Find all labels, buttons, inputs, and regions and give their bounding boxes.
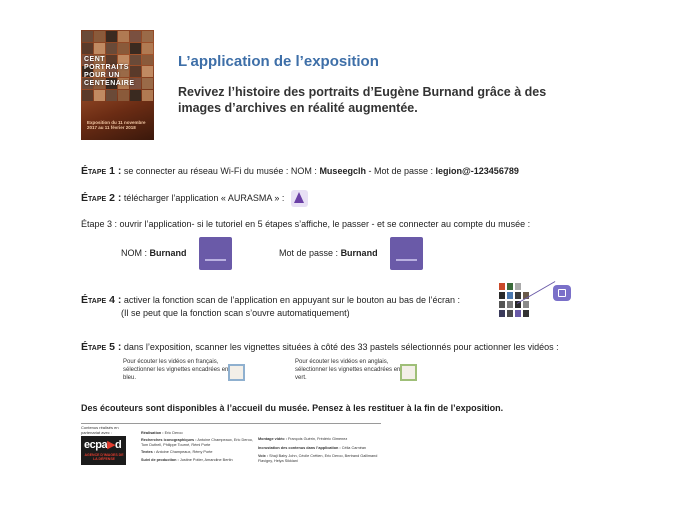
portrait-tile <box>82 43 93 54</box>
thumbnail <box>499 292 505 299</box>
credit-textes: Textes : Antoine Champeaux, Rémy Porte <box>141 450 213 454</box>
portrait-tile <box>142 90 153 101</box>
step-5-label: Étape 5 : <box>81 341 122 353</box>
exhibition-poster <box>81 30 154 140</box>
portrait-tile <box>106 90 117 101</box>
step-4-line-2: (Il se peut que la fonction scan s’ouvre automatiquement) <box>121 308 350 318</box>
aurasma-app-icon <box>291 190 308 207</box>
login-name <box>121 248 187 258</box>
wifi-network-name: Museegclh <box>319 166 366 176</box>
step-2 <box>81 190 308 207</box>
portrait-tile <box>118 43 129 54</box>
portrait-tile <box>142 43 153 54</box>
step-4-label: Étape 4 : <box>81 294 122 306</box>
login-password-value: Burnand <box>340 248 378 258</box>
step-1 <box>81 165 519 178</box>
credit-incrustation: Incrustation des contenus dans l’application : Célia Carnéan <box>258 446 367 450</box>
logo-tagline: AGENCE D’IMAGES DE LA DÉFENSE <box>84 453 124 461</box>
step-5 <box>81 341 559 354</box>
thumbnail <box>507 301 513 308</box>
thumbnail <box>515 310 521 317</box>
headphones-notice: Des écouteurs sont disponibles à l’accueil du musée. Pensez à les restituer à la fin de l’exposition. <box>81 403 504 413</box>
app-screen-thumbnails <box>499 283 529 325</box>
step-4 <box>81 294 501 320</box>
step-5-text: dans l’exposition, scanner les vignettes situées à côté des 33 pastels sélectionnés pour actionner les vidéos : <box>123 342 559 352</box>
step-3-text: Étape 3 : ouvrir l’application- si le tutoriel en 5 étapes s’affiche, le passer - et se connecter au compte du musée : <box>81 219 531 229</box>
note-english: Pour écouter les vidéos en anglais, sélectionner les vignettes encadrées en vert. <box>295 359 401 381</box>
portrait-tile <box>106 43 117 54</box>
portrait-tile <box>94 31 105 42</box>
credit-montage: Montage vidéo : François Guérin, Frédéric Gimenez <box>258 437 348 441</box>
thumbnail <box>523 283 529 290</box>
portrait-tile <box>130 90 141 101</box>
portrait-tile <box>106 31 117 42</box>
note-french: Pour écouter les vidéos en français, sélectionner les vignettes encadrées en bleu. <box>123 359 229 381</box>
step-1-text: se connecter au réseau Wi-Fi du musée : NOM : <box>123 166 317 176</box>
ecpad-logo <box>81 436 126 465</box>
wifi-password: legion@-123456789 <box>435 166 519 176</box>
portrait-tile <box>130 43 141 54</box>
page-subtitle: Revivez l’histoire des portraits d’Eugène Burnand grâce à des images d’archives en réalité augmentée. <box>178 85 547 115</box>
step-2-label: Étape 2 : <box>81 191 122 204</box>
thumbnail <box>523 301 529 308</box>
portrait-tile <box>94 90 105 101</box>
thumbnail <box>515 292 521 299</box>
footer-divider <box>81 423 381 424</box>
thumbnail <box>515 283 521 290</box>
portrait-tile <box>82 90 93 101</box>
poster-title: CENT PORTRAITS POUR UN CENTENAIRE <box>84 56 135 87</box>
step-2-text: télécharger l’application « AURASMA » : <box>123 192 285 203</box>
credit-suivi: Suivi de production : Justine Potier, Amandine Bertin <box>141 458 233 462</box>
credit-voix: Voix : Shaji Baby John, Cécile Crétien, Eric Deroo, Bertrand Gallimand Flavigny, Helya Sikkiani <box>258 454 378 463</box>
portrait-tile <box>118 31 129 42</box>
green-frame-swatch <box>400 364 417 381</box>
partner-label: Contenus réalisés en partenariat avec : <box>81 425 119 435</box>
blue-frame-swatch <box>228 364 245 381</box>
credit-realisation: Réalisation : Eric Deroo <box>141 431 183 435</box>
thumbnail <box>507 310 513 317</box>
login-name-screenshot <box>199 237 232 270</box>
thumbnail <box>499 310 505 317</box>
step-3 <box>81 218 530 231</box>
portrait-tile <box>94 43 105 54</box>
login-password-screenshot <box>390 237 423 270</box>
poster-dates: Exposition du 11 novembre 2017 au 11 février 2018 <box>87 120 146 130</box>
portrait-tile <box>118 90 129 101</box>
step-1-label: Étape 1 : <box>81 165 122 177</box>
portrait-tile <box>130 31 141 42</box>
thumbnail <box>523 310 529 317</box>
portrait-tile <box>142 31 153 42</box>
login-password-label: Mot de passe : <box>279 248 339 258</box>
scan-button-icon <box>553 285 571 301</box>
step-4-line-1: activer la fonction scan de l’application en appuyant sur le bouton au bas de l’écran : <box>123 295 461 305</box>
logo-wordmark: ecpa▶d <box>84 439 122 451</box>
login-password <box>279 248 378 258</box>
page-title: L’application de l’exposition <box>178 53 379 70</box>
login-name-label: NOM : <box>121 248 147 258</box>
portrait-tile <box>82 31 93 42</box>
thumbnail <box>507 292 513 299</box>
thumbnail <box>507 283 513 290</box>
login-name-value: Burnand <box>149 248 187 258</box>
thumbnail <box>499 283 505 290</box>
thumbnail <box>499 301 505 308</box>
step-1-separator: - Mot de passe : <box>368 166 433 176</box>
credit-recherches: Recherches iconographiques : Antoine Champeaux, Eric Deroo, Tom Duthell, Philippe Tourné, Rémi Porte <box>141 438 253 447</box>
